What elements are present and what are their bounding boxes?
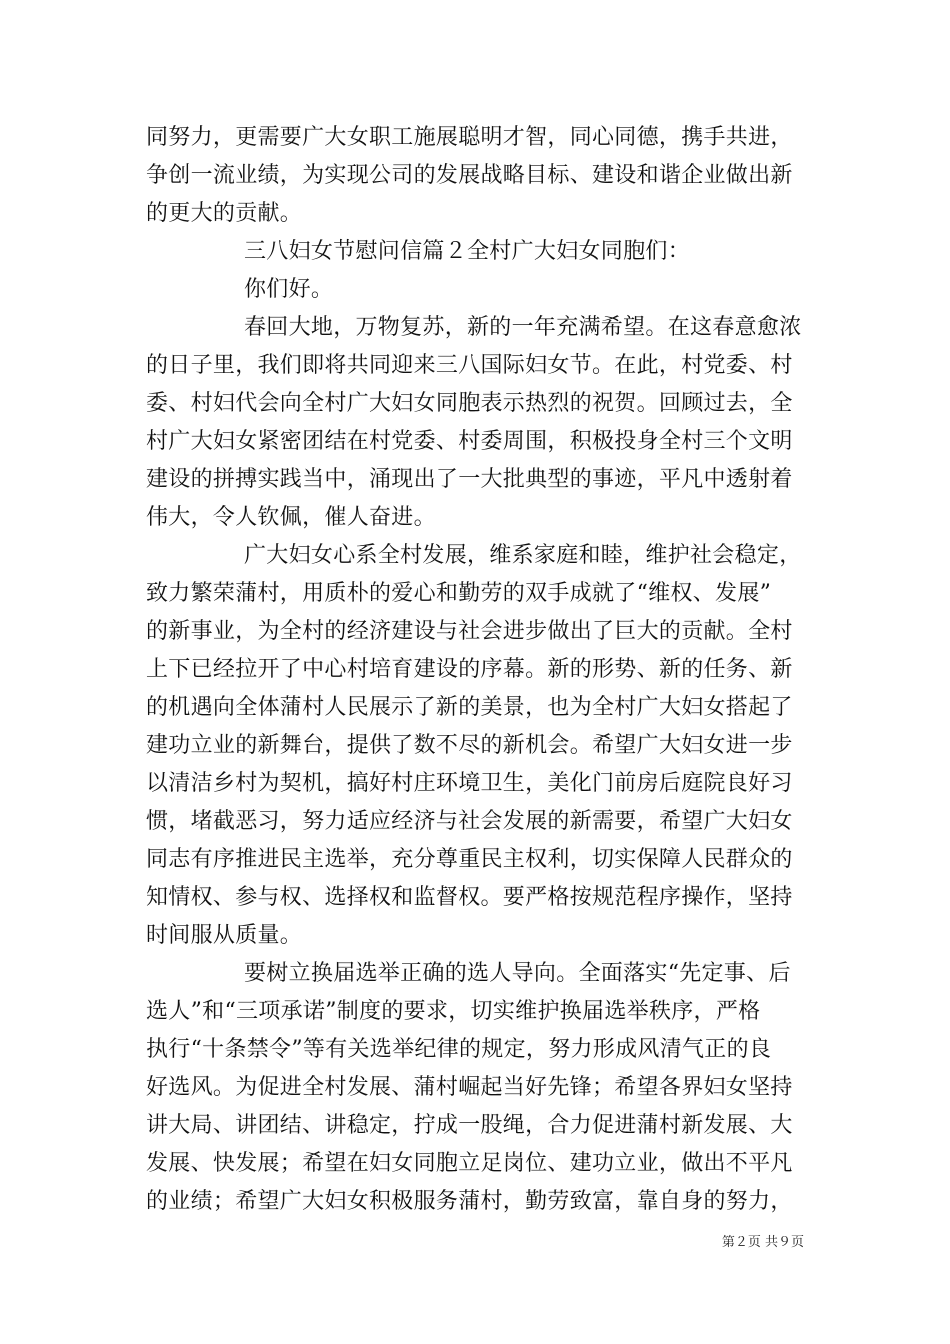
text-line: 同志有序推进民主选举，充分尊重民主权利，切实保障人民群众的 (146, 847, 793, 872)
page-number: 第２页 共９页 (721, 1235, 804, 1250)
text-line: 的日子里，我们即将共同迎来三八国际妇女节。在此，村党委、村 (146, 353, 793, 378)
text-line: 的更大的贡献。 (146, 201, 303, 226)
text-line: 以清洁乡村为契机，搞好村庄环境卫生，美化门前房后庭院良好习 (146, 771, 793, 796)
text-line: 发展、快发展；希望在妇女同胞立足岗位、建功立业，做出不平凡 (146, 1151, 793, 1176)
text-line: 建功立业的新舞台，提供了数不尽的新机会。希望广大妇女进一步 (146, 733, 793, 758)
text-line: 争创一流业绩，为实现公司的发展战略目标、建设和谐企业做出新 (146, 163, 793, 188)
text-line: 的机遇向全体蒲村人民展示了新的美景，也为全村广大妇女搭起了 (146, 695, 793, 720)
text-line: 村广大妇女紧密团结在村党委、村委周围，积极投身全村三个文明 (146, 429, 793, 454)
text-line: 惯，堵截恶习，努力适应经济与社会发展的新需要，希望广大妇女 (146, 809, 793, 834)
text-line: 执行“十条禁令”等有关选举纪律的规定，努力形成风清气正的良 (146, 1037, 772, 1062)
text-line: 的业绩；希望广大妇女积极服务蒲村，勤劳致富，靠自身的努力， (146, 1189, 793, 1214)
section-heading: 三八妇女节慰问信篇２全村广大妇女同胞们： (244, 239, 691, 264)
text-line: 知情权、参与权、选择权和监督权。要严格按规范程序操作，坚持 (146, 885, 793, 910)
text-line: 建设的拼搏实践当中，涌现出了一大批典型的事迹，平凡中透射着 (146, 467, 793, 492)
text-line: 的新事业，为全村的经济建设与社会进步做出了巨大的贡献。全村 (146, 619, 793, 644)
paragraph-start: 春回大地，万物复苏，新的一年充满希望。在这春意愈浓 (244, 315, 802, 340)
text-line: 好选风。为促进全村发展、蒲村崛起当好先锋；希望各界妇女坚持 (146, 1075, 793, 1100)
text-line: 伟大，令人钦佩，催人奋进。 (146, 505, 436, 530)
paragraph-start: 广大妇女心系全村发展，维系家庭和睦，维护社会稳定， (244, 543, 802, 568)
text-line: 委、村妇代会向全村广大妇女同胞表示热烈的祝贺。回顾过去，全 (146, 391, 793, 416)
text-line: 上下已经拉开了中心村培育建设的序幕。新的形势、新的任务、新 (146, 657, 793, 682)
text-line: 致力繁荣蒲村，用质朴的爱心和勤劳的双手成就了“维权、发展” (146, 581, 772, 606)
text-line: 讲大局、讲团结、讲稳定，拧成一股绳，合力促进蒲村新发展、大 (146, 1113, 793, 1138)
greeting-line: 你们好。 (244, 277, 334, 302)
text-line: 同努力，更需要广大女职工施展聪明才智，同心同德，携手共进， (146, 125, 793, 150)
text-line: 选人”和“三项承诺”制度的要求，切实维护换届选举秩序，严格 (146, 999, 761, 1024)
paragraph-start: 要树立换届选举正确的选人导向。全面落实“先定事、后 (244, 961, 791, 986)
text-line: 时间服从质量。 (146, 923, 303, 948)
